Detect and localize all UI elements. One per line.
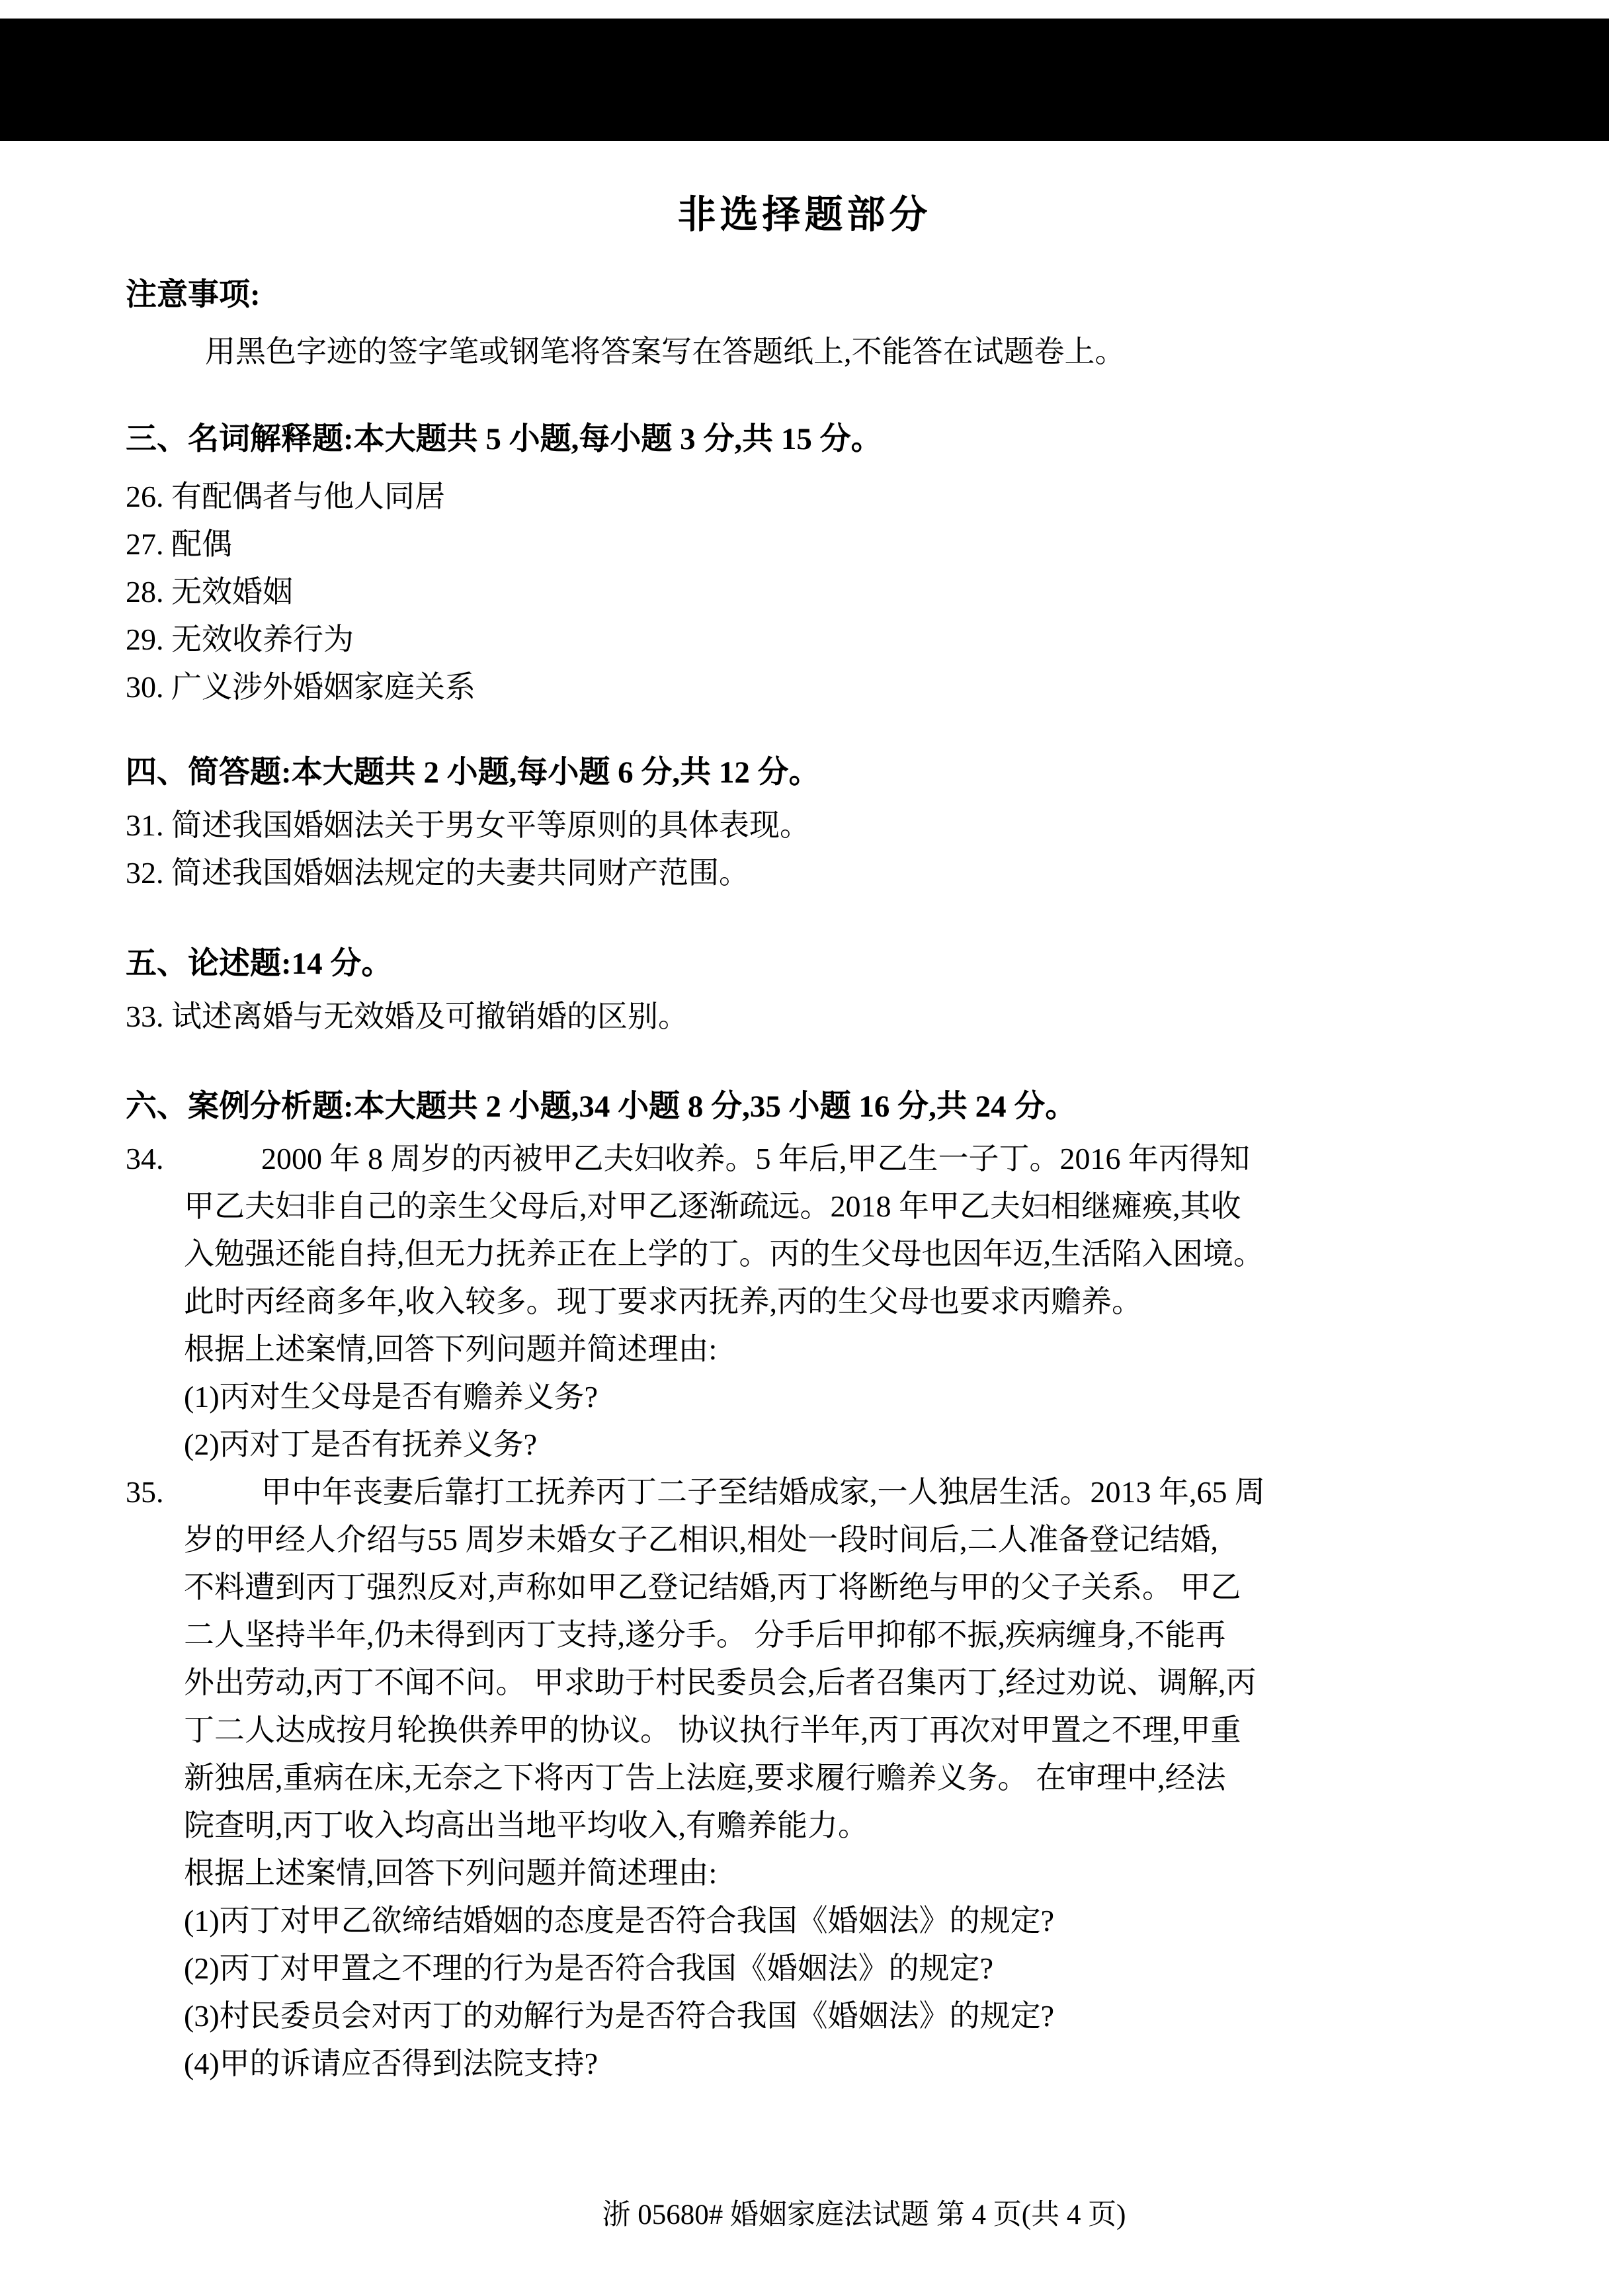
notice-body: 用黑色字迹的签字笔或钢笔将答案写在答题纸上,不能答在试题卷上。: [205, 335, 1126, 368]
case-35-question-1: (1)丙丁对甲乙欲缔结婚姻的态度是否符合我国《婚姻法》的规定?: [184, 1904, 1055, 1937]
notice-heading: 注意事项:: [126, 278, 261, 312]
page-title: 非选择题部分: [677, 193, 932, 236]
section-six-heading: 六、案例分析题:本大题共 2 小题,34 小题 8 分,35 小题 16 分,共 24 分。: [126, 1089, 1077, 1124]
case-35-line-5: 外出劳动,丙丁不闻不问。 甲求助于村民委员会,后者召集丙丁,经过劝说、调解,丙: [184, 1666, 1257, 1699]
case-35-line-7: 新独居,重病在床,无奈之下将丙丁告上法庭,要求履行赡养义务。 在审理中,经法: [184, 1761, 1226, 1795]
case-34-number: 34.: [126, 1142, 164, 1175]
term-item-29: 29. 无效收养行为: [126, 622, 354, 656]
case-35-question-4: (4)甲的诉请应否得到法院支持?: [184, 2047, 598, 2080]
case-34: [126, 1135, 1609, 1468]
page-footer: 浙 05680# 婚姻家庭法试题 第 4 页(共 4 页): [602, 2199, 1126, 2231]
term-item-26: 26. 有配偶者与他人同居: [126, 480, 445, 513]
short-answer-item-32: 32. 简述我国婚姻法规定的夫妻共同财产范围。: [126, 856, 749, 890]
term-item-27: 27. 配偶: [126, 527, 232, 561]
case-34-prompt: 根据上述案情,回答下列问题并简述理由:: [184, 1332, 718, 1366]
term-item-30: 30. 广义涉外婚姻家庭关系: [126, 670, 475, 704]
case-35-number: 35.: [126, 1475, 164, 1509]
term-item-28: 28. 无效婚姻: [126, 575, 293, 609]
short-answer-item-31: 31. 简述我国婚姻法关于男女平等原则的具体表现。: [126, 808, 810, 842]
case-35-line-6: 丁二人达成按月轮换供养甲的协议。 协议执行半年,丙丁再次对甲置之不理,甲重: [184, 1713, 1241, 1747]
case-35-question-2: (2)丙丁对甲置之不理的行为是否符合我国《婚姻法》的规定?: [184, 1951, 994, 1985]
case-35-line-1: 甲中年丧妻后靠打工抚养丙丁二子至结婚成家,一人独居生活。2013 年,65 周: [261, 1475, 1265, 1509]
section-four-heading: 四、简答题:本大题共 2 小题,每小题 6 分,共 12 分。: [126, 755, 820, 790]
case-34-question-2: (2)丙对丁是否有抚养义务?: [184, 1427, 538, 1461]
case-34-line-2: 甲乙夫妇非自己的亲生父母后,对甲乙逐渐疏远。2018 年甲乙夫妇相继瘫痪,其收: [184, 1189, 1241, 1223]
case-35-prompt: 根据上述案情,回答下列问题并简述理由:: [184, 1856, 718, 1890]
case-35-line-4: 二人坚持半年,仍未得到丙丁支持,遂分手。 分手后甲抑郁不振,疾病缠身,不能再: [184, 1618, 1226, 1652]
section-three-heading: 三、名词解释题:本大题共 5 小题,每小题 3 分,共 15 分。: [126, 422, 882, 456]
case-35-line-8: 院查明,丙丁收入均高出当地平均收入,有赡养能力。: [184, 1808, 868, 1842]
case-34-line-3: 入勉强还能自持,但无力抚养正在上学的丁。丙的生父母也因年迈,生活陷入困境。: [184, 1237, 1264, 1271]
case-34-line-1: 2000 年 8 周岁的丙被甲乙夫妇收养。5 年后,甲乙生一子丁。2016 年丙得知: [261, 1142, 1250, 1175]
case-35-line-3: 不料遭到丙丁强烈反对,声称如甲乙登记结婚,丙丁将断绝与甲的父子关系。 甲乙: [184, 1570, 1241, 1604]
case-34-question-1: (1)丙对生父母是否有赡养义务?: [184, 1380, 598, 1414]
essay-item-33: 33. 试述离婚与无效婚及可撤销婚的区别。: [126, 999, 688, 1033]
section-five-heading: 五、论述题:14 分。: [126, 947, 393, 981]
case-34-line-4: 此时丙经商多年,收入较多。现丁要求丙抚养,丙的生父母也要求丙赡养。: [184, 1285, 1142, 1318]
case-35-question-3: (3)村民委员会对丙丁的劝解行为是否符合我国《婚姻法》的规定?: [184, 1999, 1055, 2033]
case-35: [126, 1468, 1609, 2088]
case-35-line-2: 岁的甲经人介绍与55 周岁未婚女子乙相识,相处一段时间后,二人准备登记结婚,: [184, 1523, 1218, 1556]
